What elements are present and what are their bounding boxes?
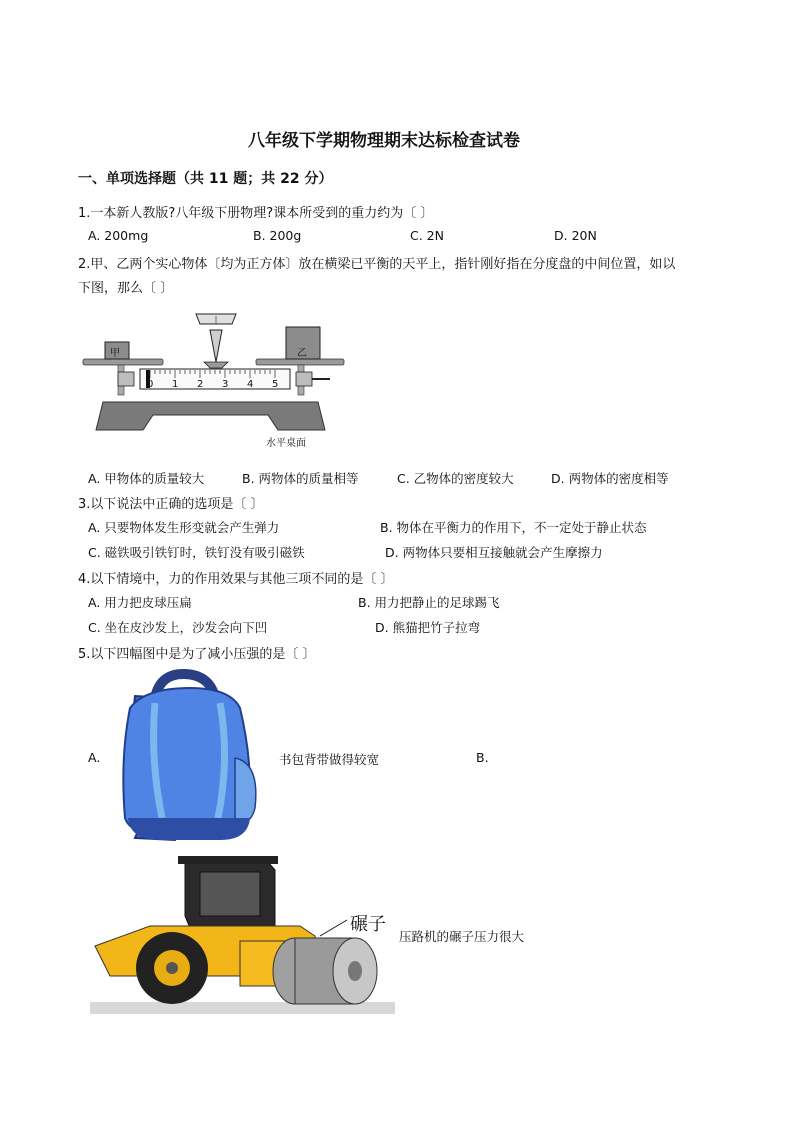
block-yi-label: 乙 [297, 348, 307, 359]
question-5-stem: 5.以下四幅图中是为了减小压强的是〔 〕 [78, 647, 316, 662]
ruler-tick-label: 0 [147, 379, 154, 390]
q2-option-b: B. 两物体的质量相等 [242, 471, 359, 486]
q5-option-a-text: 书包背带做得较宽 [279, 752, 380, 767]
q5-option-a-label: A. [88, 750, 101, 765]
q3-option-a: A. 只要物体发生形变就会产生弹力 [88, 520, 280, 535]
q3-option-b: B. 物体在平衡力的作用下，不一定处于静止状态 [380, 520, 647, 535]
balance-figure [78, 302, 348, 452]
page-title: 八年级下学期物理期末达标检查试卷 [248, 131, 520, 151]
q4-option-b: B. 用力把静止的足球踢飞 [358, 595, 500, 610]
q4-option-c: C. 坐在皮沙发上，沙发会向下凹 [88, 620, 268, 635]
q1-option-b: B. 200g [253, 228, 302, 243]
q5-option-b-caption: 压路机的碾子压力很大 [399, 929, 525, 944]
q2-option-d: D. 两物体的密度相等 [551, 471, 669, 486]
figure-caption: 水平桌面 [266, 438, 306, 449]
q4-option-a: A. 用力把皮球压扁 [88, 595, 192, 610]
ruler-tick-label: 5 [272, 379, 279, 390]
ruler-tick-label: 3 [222, 379, 229, 390]
question-2-stem-line2: 下图，那么〔 〕 [78, 281, 174, 296]
block-jia-label: 甲 [110, 348, 120, 359]
question-4-stem: 4.以下情境中，力的作用效果与其他三项不同的是〔 〕 [78, 572, 394, 587]
q5-option-b-label: B. [476, 750, 489, 765]
roller-label: 碾子 [350, 914, 386, 935]
q1-option-a: A. 200mg [88, 228, 149, 243]
q1-option-d: D. 20N [554, 228, 597, 243]
road-roller-image [90, 856, 395, 1014]
ruler-tick-label: 4 [247, 379, 254, 390]
ruler-tick-label: 2 [197, 379, 204, 390]
section-heading: 一、单项选择题（共 11 题；共 22 分） [78, 171, 333, 187]
backpack-image [100, 668, 275, 846]
question-1-stem: 1.一本新人教版?八年级下册物理?课本所受到的重力约为〔 〕 [78, 206, 434, 221]
question-2-stem-line1: 2.甲、乙两个实心物体〔均为正方体〕放在横梁已平衡的天平上，指针刚好指在分度盘的中间位置，如以 [78, 257, 676, 272]
ruler-tick-label: 1 [172, 379, 179, 390]
q3-option-c: C. 磁铁吸引铁钉时，铁钉没有吸引磁铁 [88, 545, 305, 560]
question-3-stem: 3.以下说法中正确的选项是〔 〕 [78, 497, 264, 512]
q1-option-c: C. 2N [410, 228, 444, 243]
q2-option-c: C. 乙物体的密度较大 [397, 471, 514, 486]
q4-option-d: D. 熊猫把竹子拉弯 [375, 620, 481, 635]
q3-option-d: D. 两物体只要相互接触就会产生摩擦力 [385, 545, 603, 560]
q2-option-a: A. 甲物体的质量较大 [88, 471, 205, 486]
